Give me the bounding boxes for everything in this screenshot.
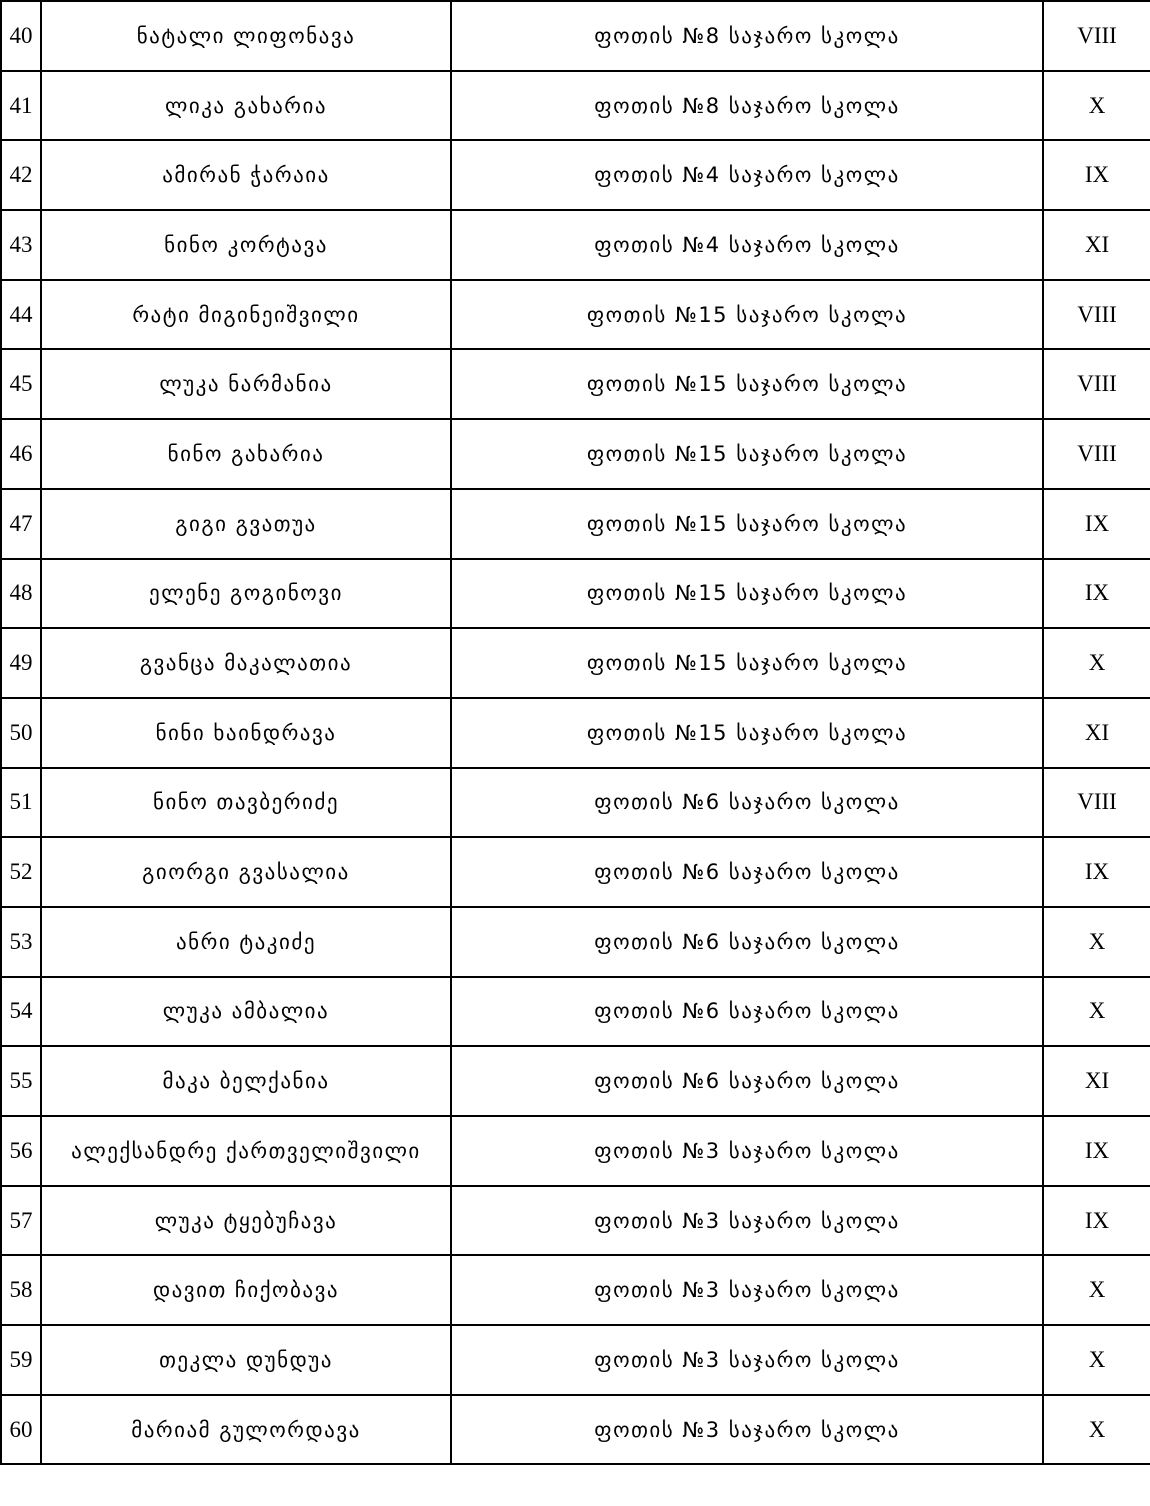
row-number-cell: 56: [1, 1116, 41, 1186]
table-row: [1, 1116, 1150, 1186]
grade-cell: X: [1043, 1395, 1150, 1465]
student-name-cell: ნინი ხაინდრავა: [41, 698, 451, 768]
table-row: [1, 1, 1150, 71]
table-row: [1, 140, 1150, 210]
grade-cell: XI: [1043, 698, 1150, 768]
table-row: [1, 559, 1150, 629]
student-name-cell: ნინო გახარია: [41, 419, 451, 489]
student-name-cell: ლუკა ნარმანია: [41, 349, 451, 419]
school-name-cell: ფოთის №3 საჯარო სკოლა: [451, 1186, 1043, 1256]
row-number-cell: 57: [1, 1186, 41, 1256]
grade-cell: IX: [1043, 837, 1150, 907]
row-number-cell: 59: [1, 1325, 41, 1395]
student-name-cell: ანრი ტაკიძე: [41, 907, 451, 977]
table-row: [1, 1325, 1150, 1395]
table-row: [1, 280, 1150, 350]
row-number-cell: 54: [1, 977, 41, 1047]
student-name-cell: ამირან ჭარაია: [41, 140, 451, 210]
table-row: [1, 1186, 1150, 1256]
row-number-cell: 47: [1, 489, 41, 559]
grade-cell: VIII: [1043, 349, 1150, 419]
school-name-cell: ფოთის №3 საჯარო სკოლა: [451, 1325, 1043, 1395]
student-name-cell: ლუკა ამბალია: [41, 977, 451, 1047]
row-number-cell: 48: [1, 559, 41, 629]
school-name-cell: ფოთის №4 საჯარო სკოლა: [451, 210, 1043, 280]
row-number-cell: 46: [1, 419, 41, 489]
school-name-cell: ფოთის №15 საჯარო სკოლა: [451, 559, 1043, 629]
row-number-cell: 60: [1, 1395, 41, 1465]
student-name-cell: მაკა ბელქანია: [41, 1046, 451, 1116]
student-name-cell: რატი მიგინეიშვილი: [41, 280, 451, 350]
grade-cell: VIII: [1043, 419, 1150, 489]
student-name-cell: გიორგი გვასალია: [41, 837, 451, 907]
table-row: [1, 1255, 1150, 1325]
table-row: [1, 489, 1150, 559]
table-row: [1, 768, 1150, 838]
grade-cell: X: [1043, 1325, 1150, 1395]
student-name-cell: გიგი გვათუა: [41, 489, 451, 559]
school-name-cell: ფოთის №15 საჯარო სკოლა: [451, 349, 1043, 419]
school-name-cell: ფოთის №6 საჯარო სკოლა: [451, 837, 1043, 907]
school-name-cell: ფოთის №6 საჯარო სკოლა: [451, 977, 1043, 1047]
school-name-cell: ფოთის №8 საჯარო სკოლა: [451, 1, 1043, 71]
student-name-cell: ალექსანდრე ქართველიშვილი: [41, 1116, 451, 1186]
school-name-cell: ფოთის №15 საჯარო სკოლა: [451, 419, 1043, 489]
grade-cell: XI: [1043, 1046, 1150, 1116]
student-name-cell: თეკლა დუნდუა: [41, 1325, 451, 1395]
grade-cell: X: [1043, 977, 1150, 1047]
row-number-cell: 53: [1, 907, 41, 977]
table-row: [1, 837, 1150, 907]
school-name-cell: ფოთის №8 საჯარო სკოლა: [451, 71, 1043, 141]
grade-cell: X: [1043, 628, 1150, 698]
row-number-cell: 45: [1, 349, 41, 419]
row-number-cell: 41: [1, 71, 41, 141]
student-name-cell: ლიკა გახარია: [41, 71, 451, 141]
table-row: [1, 71, 1150, 141]
student-name-cell: ნატალი ლიფონავა: [41, 1, 451, 71]
grade-cell: VIII: [1043, 768, 1150, 838]
school-name-cell: ფოთის №3 საჯარო სკოლა: [451, 1255, 1043, 1325]
grade-cell: VIII: [1043, 280, 1150, 350]
table-row: [1, 628, 1150, 698]
school-name-cell: ფოთის №4 საჯარო სკოლა: [451, 140, 1043, 210]
school-name-cell: ფოთის №15 საჯარო სკოლა: [451, 698, 1043, 768]
grade-cell: X: [1043, 907, 1150, 977]
participants-table-body: [1, 1, 1150, 1464]
student-name-cell: გვანცა მაკალათია: [41, 628, 451, 698]
grade-cell: X: [1043, 1255, 1150, 1325]
row-number-cell: 58: [1, 1255, 41, 1325]
grade-cell: VIII: [1043, 1, 1150, 71]
grade-cell: IX: [1043, 1116, 1150, 1186]
table-row: [1, 907, 1150, 977]
student-name-cell: დავით ჩიქობავა: [41, 1255, 451, 1325]
row-number-cell: 49: [1, 628, 41, 698]
table-row: [1, 349, 1150, 419]
row-number-cell: 52: [1, 837, 41, 907]
grade-cell: X: [1043, 71, 1150, 141]
row-number-cell: 40: [1, 1, 41, 71]
row-number-cell: 50: [1, 698, 41, 768]
grade-cell: IX: [1043, 140, 1150, 210]
student-name-cell: ნინო თავბერიძე: [41, 768, 451, 838]
row-number-cell: 43: [1, 210, 41, 280]
table-row: [1, 977, 1150, 1047]
student-name-cell: ელენე გოგინოვი: [41, 559, 451, 629]
table-row: [1, 210, 1150, 280]
school-name-cell: ფოთის №6 საჯარო სკოლა: [451, 907, 1043, 977]
student-name-cell: მარიამ გულორდავა: [41, 1395, 451, 1465]
student-name-cell: ლუკა ტყებუჩავა: [41, 1186, 451, 1256]
row-number-cell: 55: [1, 1046, 41, 1116]
school-name-cell: ფოთის №6 საჯარო სკოლა: [451, 1046, 1043, 1116]
school-name-cell: ფოთის №6 საჯარო სკოლა: [451, 768, 1043, 838]
grade-cell: IX: [1043, 489, 1150, 559]
school-name-cell: ფოთის №15 საჯარო სკოლა: [451, 280, 1043, 350]
school-name-cell: ფოთის №15 საჯარო სკოლა: [451, 489, 1043, 559]
row-number-cell: 51: [1, 768, 41, 838]
table-row: [1, 419, 1150, 489]
grade-cell: IX: [1043, 559, 1150, 629]
student-name-cell: ნინო კორტავა: [41, 210, 451, 280]
table-row: [1, 1395, 1150, 1465]
school-name-cell: ფოთის №3 საჯარო სკოლა: [451, 1116, 1043, 1186]
grade-cell: IX: [1043, 1186, 1150, 1256]
row-number-cell: 44: [1, 280, 41, 350]
school-name-cell: ფოთის №3 საჯარო სკოლა: [451, 1395, 1043, 1465]
grade-cell: XI: [1043, 210, 1150, 280]
table-row: [1, 1046, 1150, 1116]
school-name-cell: ფოთის №15 საჯარო სკოლა: [451, 628, 1043, 698]
row-number-cell: 42: [1, 140, 41, 210]
table-row: [1, 698, 1150, 768]
